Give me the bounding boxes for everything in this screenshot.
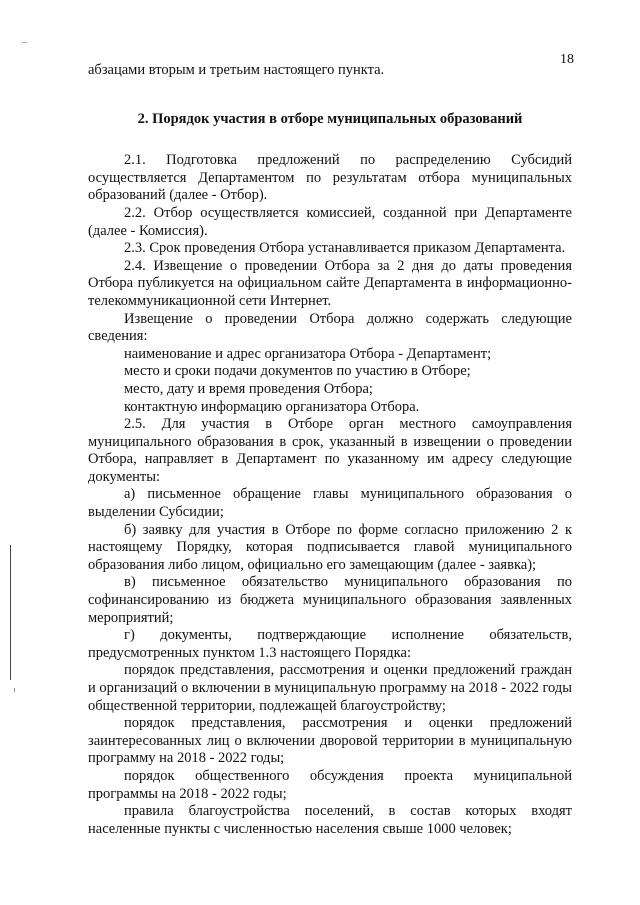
continuation-line: абзацами вторым и третьим настоящего пункта. — [88, 62, 385, 78]
paragraph-2-2: 2.2. Отбор осуществляется комиссией, созданной при Департаменте (далее - Комиссия). — [88, 204, 572, 239]
margin-dot — [14, 688, 15, 692]
document-item-a: а) письменное обращение главы муниципального образования о выделении Субсидии; — [88, 486, 572, 521]
document-body — [88, 62, 572, 838]
list-item: место, дату и время проведения Отбора; — [124, 380, 373, 397]
document-item-b: б) заявку для участия в Отборе по форме согласно приложению 2 к настоящему Порядку, которая подписывается главой муниципального образования либо лицом, официально его замещающим (далее - заявка); — [88, 521, 572, 573]
paragraph-2-1: 2.1. Подготовка предложений по распределению Субсидий осуществляется Департаментом по результатам отбора муниципальных образований (далее - Отбор). — [88, 152, 572, 204]
document-item-g: г) документы, подтверждающие исполнение обязательств, предусмотренных пунктом 1.3 настоящего Порядка: — [88, 627, 572, 661]
sub-item: правила благоустройства поселений, в состав которых входят населенные пункты с численностью населения свыше 1000 человек; — [88, 803, 572, 837]
paragraph-2-3: 2.3. Срок проведения Отбора устанавливается приказом Департамента. — [124, 240, 566, 257]
notice-contents-intro: Извещение о проведении Отбора должно содержать следующие сведения: — [88, 310, 572, 345]
section-title: 2. Порядок участия в отборе муниципальных образований — [137, 110, 523, 127]
paragraph-2-5: 2.5. Для участия в Отборе орган местного самоуправления муниципального образования в срок, указанный в извещении о проведении Отбора, направляет в Департамент по указанному им адресу следующие документы: — [88, 416, 572, 485]
list-item: контактную информацию организатора Отбора. — [124, 398, 420, 415]
document-item-v: в) письменное обязательство муниципального образования по софинансированию из бюджета муниципального образования заявленных мероприятий; — [88, 574, 572, 626]
paragraph-2-4: 2.4. Извещение о проведении Отбора за 2 дня до даты проведения Отбора публикуется на официальном сайте Департамента в информационно-телекоммуникационной сети Интернет. — [88, 257, 572, 309]
scan-mark — [22, 42, 27, 43]
page-number: 18 — [560, 52, 574, 67]
list-item: место и сроки подачи документов по участию в Отборе; — [124, 363, 471, 380]
margin-line — [10, 545, 11, 680]
list-item: наименование и адрес организатора Отбора - Департамент; — [124, 345, 492, 362]
sub-item: порядок общественного обсуждения проекта муниципальной программы на 2018 - 2022 годы; — [88, 767, 572, 802]
sub-item: порядок представления, рассмотрения и оценки предложений заинтересованных лиц о включении дворовой территории в муниципальную программу на 2018 - 2022 годы; — [88, 715, 572, 767]
sub-item: порядок представления, рассмотрения и оценки предложений граждан и организаций о включении в муниципальную программу на 2018 - 2022 годы общественной территории, подлежащей благоустройству; — [88, 662, 572, 714]
